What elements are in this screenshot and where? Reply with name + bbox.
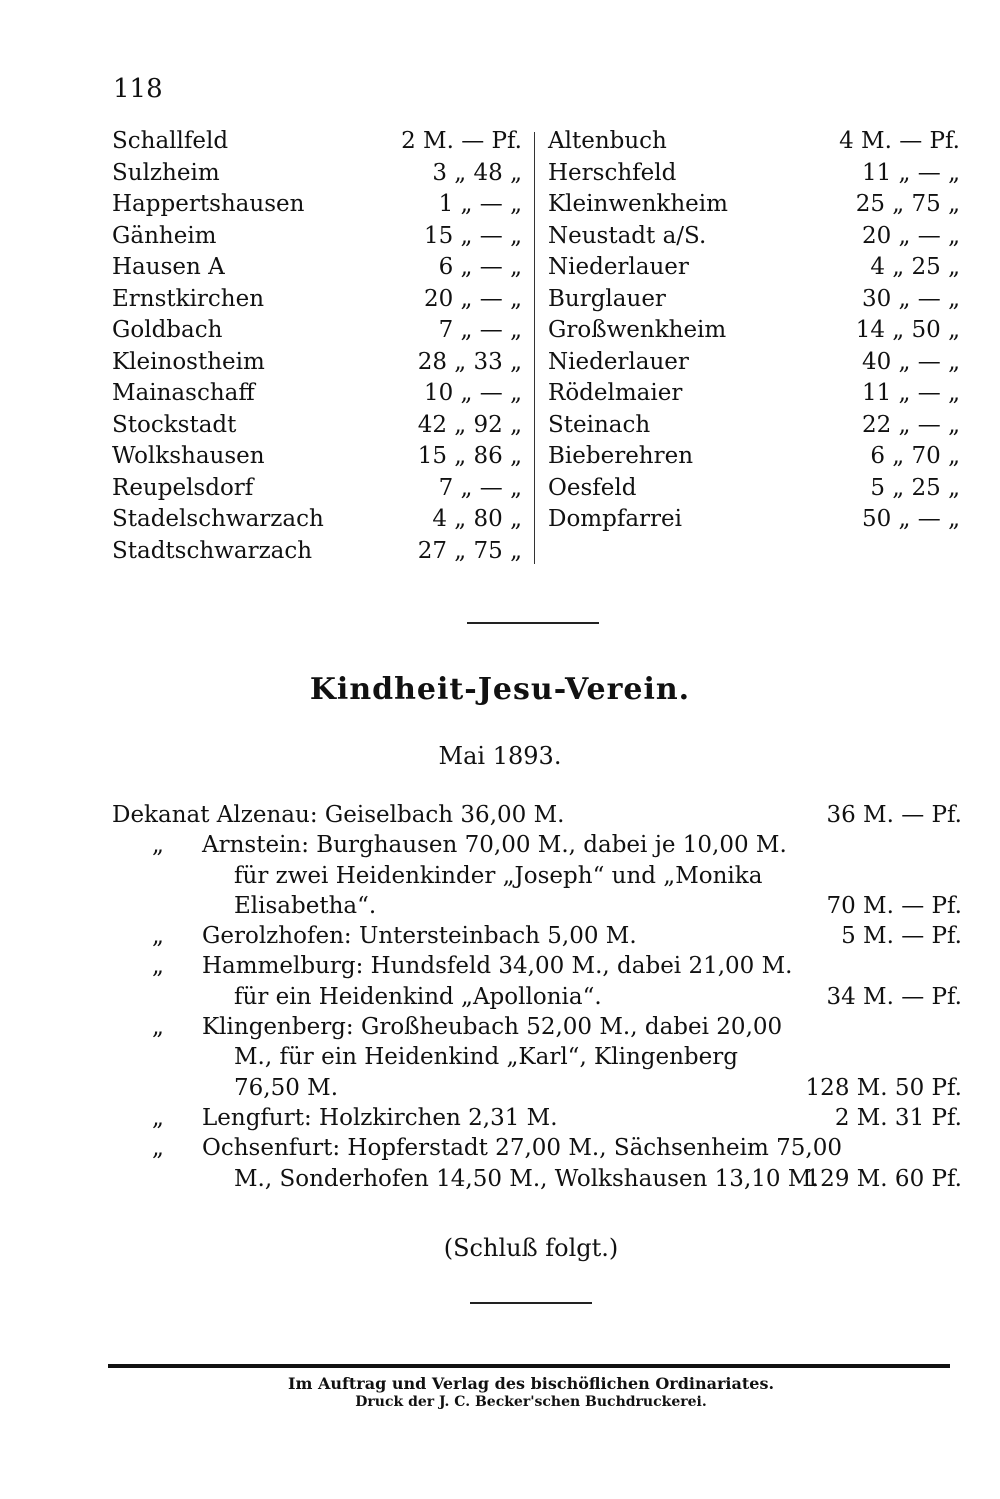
donation-row (548, 126, 960, 158)
donation-row (112, 473, 522, 505)
place-name: Niederlauer (548, 254, 689, 280)
entry-line (112, 1164, 962, 1194)
donation-row (112, 315, 522, 347)
donation-row (112, 441, 522, 473)
place-name: Reupelsdorf (112, 474, 254, 501)
donation-amount: 11 „ — „ (861, 380, 960, 406)
donation-row (548, 189, 960, 221)
entry-text: Klingenberg: Großheubach 52,00 M., dabei 20,00 (202, 1014, 783, 1041)
section-heading: Kindheit-Jesu-Verein. (309, 672, 691, 707)
place-name: Altenbuch (548, 128, 667, 154)
ditto-mark: „ (152, 832, 164, 859)
donation-amount: 20 „ — „ (861, 222, 960, 249)
donation-row (548, 221, 960, 253)
right-donation-column (548, 126, 960, 536)
donation-amount: 7 „ — „ (438, 317, 522, 343)
place-name: Stadtschwarzach (112, 537, 313, 564)
place-name: Rödelmaier (548, 380, 683, 406)
footer-rule (108, 1364, 950, 1368)
place-name: Gänheim (112, 222, 217, 249)
donation-row (548, 441, 960, 473)
place-name: Happertshausen (112, 191, 305, 217)
place-name: Hausen A (112, 254, 225, 280)
donation-amount: 22 „ — „ (861, 411, 960, 438)
entry-text: für ein Heidenkind „Apollonia“. (234, 983, 602, 1010)
donation-amount: 4 „ 80 „ (432, 506, 522, 532)
donation-amount: 5 „ 25 „ (870, 474, 960, 501)
footer-printer: Druck der J. C. Becker'schen Buchdruckerei. (355, 1394, 707, 1410)
entry-amount: 36 M. — Pf. (826, 802, 962, 828)
donation-amount: 11 „ — „ (861, 159, 960, 186)
place-name: Steinach (548, 411, 651, 438)
deanery-entry (112, 1012, 962, 1103)
place-name: Kleinostheim (112, 348, 265, 375)
entry-text: Hammelburg: Hundsfeld 34,00 M., dabei 21,00 M. (202, 953, 793, 980)
entry-text: Gerolzhofen: Untersteinbach 5,00 M. (202, 923, 637, 950)
donation-row (112, 252, 522, 284)
entry-amount: 128 M. 50 Pf. (805, 1074, 962, 1101)
donation-row (112, 410, 522, 442)
place-name: Schallfeld (112, 128, 229, 154)
place-name: Niederlauer (548, 348, 689, 375)
entry-text: Ochsenfurt: Hopferstadt 27,00 M., Sächsenheim 75,00 (202, 1135, 842, 1162)
deanery-entry (112, 951, 962, 1012)
page-number: 118 (113, 74, 163, 104)
place-name: Goldbach (112, 317, 223, 343)
donation-amount: 42 „ 92 „ (417, 411, 522, 438)
entry-line (112, 951, 962, 981)
donation-amount: 1 „ — „ (438, 191, 522, 217)
entry-line (112, 1012, 962, 1042)
donation-amount: 15 „ — „ (423, 222, 522, 249)
section-subheading: Mai 1893. (438, 742, 562, 770)
entry-line (112, 891, 962, 921)
donation-row (548, 410, 960, 442)
entry-text: M., Sonderhofen 14,50 M., Wolkshausen 13,10 M. (234, 1165, 819, 1192)
place-name: Bieberehren (548, 443, 694, 469)
entry-amount: 5 M. — Pf. (841, 923, 962, 950)
ditto-mark: „ (152, 1135, 164, 1162)
entry-text: 76,50 M. (234, 1074, 339, 1101)
donation-amount: 27 „ 75 „ (417, 537, 522, 564)
donation-row (112, 126, 522, 158)
entry-amount: 2 M. 31 Pf. (834, 1104, 962, 1131)
donation-amount: 30 „ — „ (861, 285, 960, 312)
place-name: Mainaschaff (112, 380, 255, 406)
donation-amount: 10 „ — „ (423, 380, 522, 406)
deanery-entry (112, 830, 962, 921)
donation-amount: 50 „ — „ (861, 506, 960, 532)
entry-text: Dekanat Alzenau: Geiselbach 36,00 M. (112, 802, 565, 828)
donation-amount: 14 „ 50 „ (855, 317, 960, 343)
left-donation-column (112, 126, 522, 567)
entry-text: Lengfurt: Holzkirchen 2,31 M. (202, 1104, 558, 1131)
donation-amount: 7 „ — „ (438, 474, 522, 501)
section-divider-top (467, 622, 599, 624)
entry-line (112, 982, 962, 1012)
donation-row (112, 284, 522, 316)
donation-amount: 20 „ — „ (423, 285, 522, 312)
donation-amount: 4 M. — Pf. (839, 128, 960, 154)
entry-line (112, 861, 962, 891)
donation-row (548, 347, 960, 379)
donation-amount: 3 „ 48 „ (432, 159, 522, 186)
donation-amount: 6 „ 70 „ (870, 443, 960, 469)
donation-row (112, 221, 522, 253)
place-name: Herschfeld (548, 159, 677, 186)
column-divider (534, 132, 535, 564)
entry-line (112, 1073, 962, 1103)
donation-row (548, 252, 960, 284)
donation-row (548, 473, 960, 505)
place-name: Burglauer (548, 285, 666, 312)
place-name: Oesfeld (548, 474, 637, 501)
deanery-entry (112, 800, 962, 830)
entry-line (112, 921, 962, 951)
section-divider-bottom (470, 1302, 592, 1304)
entry-text: für zwei Heidenkinder „Joseph“ und „Monika (234, 862, 763, 889)
deanery-entry (112, 921, 962, 951)
place-name: Wolkshausen (112, 443, 265, 469)
place-name: Stockstadt (112, 411, 237, 438)
donation-row (548, 284, 960, 316)
donation-amount: 4 „ 25 „ (870, 254, 960, 280)
entry-line (112, 1042, 962, 1072)
donation-amount: 15 „ 86 „ (417, 443, 522, 469)
place-name: Neustadt a/S. (548, 222, 707, 249)
donation-row (112, 158, 522, 190)
place-name: Sulzheim (112, 159, 220, 186)
place-name: Ernstkirchen (112, 285, 265, 312)
entry-line (112, 1103, 962, 1133)
donation-row (112, 189, 522, 221)
entry-amount: 34 M. — Pf. (826, 983, 962, 1010)
place-name: Stadelschwarzach (112, 506, 324, 532)
donation-row (112, 504, 522, 536)
donation-row (548, 315, 960, 347)
deanery-entry (112, 1103, 962, 1133)
donation-amount: 28 „ 33 „ (417, 348, 522, 375)
entry-line (112, 830, 962, 860)
ditto-mark: „ (152, 1104, 164, 1131)
entry-text: Arnstein: Burghausen 70,00 M., dabei je 10,00 M. (202, 832, 787, 859)
donation-amount: 2 M. — Pf. (401, 128, 522, 154)
place-name: Kleinwenkheim (548, 191, 728, 217)
deanery-entries (112, 800, 962, 1194)
entry-line (112, 1133, 962, 1163)
donation-amount: 40 „ — „ (861, 348, 960, 375)
ditto-mark: „ (152, 953, 164, 980)
entry-line (112, 800, 962, 830)
donation-row (112, 536, 522, 568)
place-name: Dompfarrei (548, 506, 683, 532)
entry-amount: 70 M. — Pf. (826, 892, 962, 919)
donation-amount: 6 „ — „ (438, 254, 522, 280)
closing-note: (Schluß folgt.) (443, 1234, 619, 1262)
donation-row (548, 504, 960, 536)
deanery-entry (112, 1133, 962, 1194)
donation-row (112, 378, 522, 410)
donation-row (548, 158, 960, 190)
footer-publisher: Im Auftrag und Verlag des bischöflichen Ordinariates. (287, 1374, 775, 1393)
ditto-mark: „ (152, 1014, 164, 1041)
donation-amount: 25 „ 75 „ (855, 191, 960, 217)
place-name: Großwenkheim (548, 317, 727, 343)
donation-row (112, 347, 522, 379)
ditto-mark: „ (152, 923, 164, 950)
entry-text: M., für ein Heidenkind „Karl“, Klingenberg (234, 1044, 738, 1071)
entry-text: Elisabetha“. (234, 892, 377, 919)
entry-amount: 129 M. 60 Pf. (805, 1165, 962, 1192)
donation-row (548, 378, 960, 410)
